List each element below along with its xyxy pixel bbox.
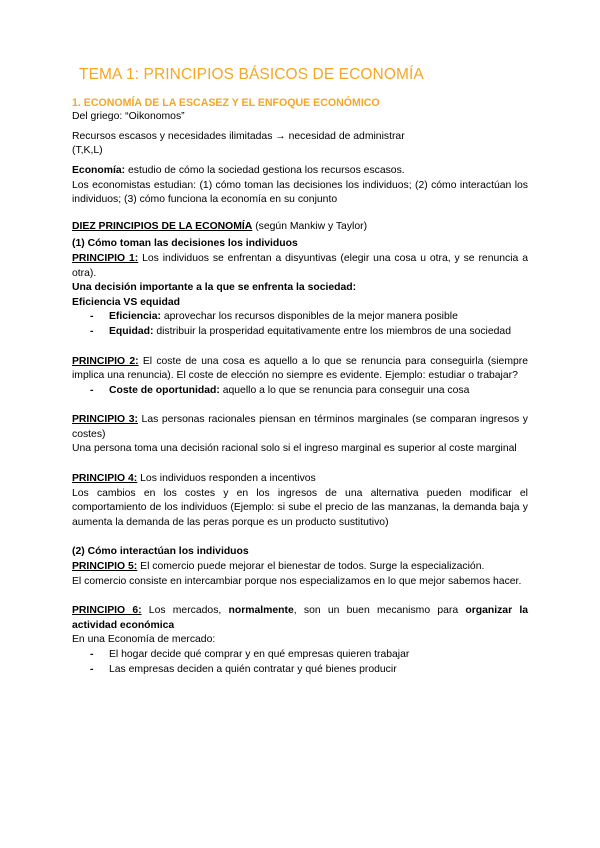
principio-1-text: Los individuos se enfrentan a disyuntivas (elegir una cosa u otra, y se renuncia a otra). xyxy=(72,252,528,279)
economia-text: estudio de cómo la sociedad gestiona los recursos escasos. xyxy=(125,164,405,176)
principio-5-extra: El comercio consiste en intercambiar porque nos especializamos en lo que mejor sabemos hacer. xyxy=(72,575,522,587)
empresas-text: Las empresas deciden a quién contratar y qué bienes producir xyxy=(109,663,397,675)
eficiencia-label: Eficiencia: xyxy=(109,311,161,323)
principio-1-label: PRINCIPIO 1: xyxy=(72,252,139,264)
factors-line: (T,K,L) xyxy=(72,145,103,157)
eficiencia-text: aprovechar los recursos disponibles de la mejor manera posible xyxy=(160,311,458,323)
subheading-1: (1) Cómo toman las decisiones los individuos xyxy=(72,238,298,250)
principio-3-text: Las personas racionales piensan en términos marginales (se comparan ingresos y costes) xyxy=(72,414,529,440)
principio-4-text: Los individuos responden a incentivos xyxy=(137,473,316,485)
hogar-text: El hogar decide qué comprar y en qué empresas quieren trabajar xyxy=(109,649,410,660)
principio-2-text: El coste de una cosa es aquello a lo que se renuncia para conseguirla (siempre implica una renuncia). El coste de elección no siempre es evidente. Ejemplo: estudiar o trabajar? xyxy=(72,355,529,382)
decision-line: Una decisión importante a la que se enfrenta la sociedad: xyxy=(72,282,357,294)
subheading-2: (2) Cómo interactúan los individuos xyxy=(72,546,249,558)
diez-heading-main: DIEZ PRINCIPIOS DE LA ECONOMÍA xyxy=(72,220,253,232)
equidad-text: distribuir la prosperidad equitativamente entre los miembros de una sociedad xyxy=(153,325,511,337)
principio-6-bold-b: organizar la actividad económica xyxy=(72,605,528,631)
principio-2 xyxy=(72,355,528,384)
equidad-label: Equidad: xyxy=(109,325,154,337)
coste-oportunidad-label: Coste de oportunidad: xyxy=(109,384,220,396)
principio-3-label: PRINCIPIO 3: xyxy=(72,414,138,426)
principio-2-label: PRINCIPIO 2: xyxy=(72,355,139,367)
principio-5 xyxy=(72,560,528,575)
list-item-hogar: - El hogar decide qué comprar y en qué empresas quieren trabajar xyxy=(90,649,410,660)
efficiency-vs-equity: Eficiencia VS equidad xyxy=(72,296,180,308)
page-title: TEMA 1: PRINCIPIOS BÁSICOS DE ECONOMÍA xyxy=(79,66,424,83)
principio-6-text-a: Los mercados, xyxy=(141,605,229,617)
principio-1 xyxy=(72,252,528,281)
principio-3 xyxy=(72,413,528,442)
principio-4 xyxy=(72,472,528,487)
principio-6-text-b: , son un buen mecanismo para xyxy=(293,605,466,617)
principio-6 xyxy=(72,604,528,633)
principio-4-extra: Los cambios en los costes y en los ingresos de una alternativa pueden modificar el comportamiento de los individuos (Ejemplo: si sube el precio de las manzanas, la demanda baja y aumenta la demanda de las peras porque es un producto sustitutivo) xyxy=(72,487,528,528)
principio-3-extra: Una persona toma una decisión racional solo si el ingreso marginal es superior al coste marginal xyxy=(72,443,517,455)
list-item-eficiencia: - Eficiencia: aprovechar los recursos disponibles de la mejor manera posible xyxy=(90,311,458,323)
list-item-empresas: - Las empresas deciden a quién contratar y qué bienes producir xyxy=(90,663,397,675)
section-heading-1: 1. ECONOMÍA DE LA ESCASEZ Y EL ENFOQUE ECONÓMICO xyxy=(72,96,380,109)
principio-6-label: PRINCIPIO 6: xyxy=(72,605,142,617)
coste-oportunidad-text: aquello a lo que se renuncia para conseguir una cosa xyxy=(219,384,470,396)
resources-line: Recursos escasos y necesidades ilimitadas → necesidad de administrar xyxy=(72,130,405,142)
principio-5-label: PRINCIPIO 5: xyxy=(72,561,138,573)
economia-definition xyxy=(72,164,528,179)
principio-6-bold-a: normalmente xyxy=(228,605,294,617)
greek-origin: Del griego: “Oikonomos” xyxy=(72,111,185,123)
principio-6-extra: En una Economía de mercado: xyxy=(72,634,216,646)
economia-label: Economía: xyxy=(72,164,126,176)
principio-4-label: PRINCIPIO 4: xyxy=(72,473,138,485)
list-item-coste-oportunidad: - Coste de oportunidad: aquello a lo que se renuncia para conseguir una cosa xyxy=(90,384,470,396)
economists-study: Los economistas estudian: (1) cómo toman las decisiones los individuos; (2) cómo interactúan los individuos; (3) cómo funciona la economía en su conjunto xyxy=(72,179,528,206)
document-page xyxy=(72,68,528,677)
diez-heading-suffix: (según Mankiw y Taylor) xyxy=(252,220,368,232)
diez-heading xyxy=(72,220,528,235)
principio-5-text: El comercio puede mejorar el bienestar de todos. Surge la especialización. xyxy=(137,561,485,573)
list-item-equidad: - Equidad: distribuir la prosperidad equitativamente entre los miembros de una sociedad xyxy=(90,325,511,337)
